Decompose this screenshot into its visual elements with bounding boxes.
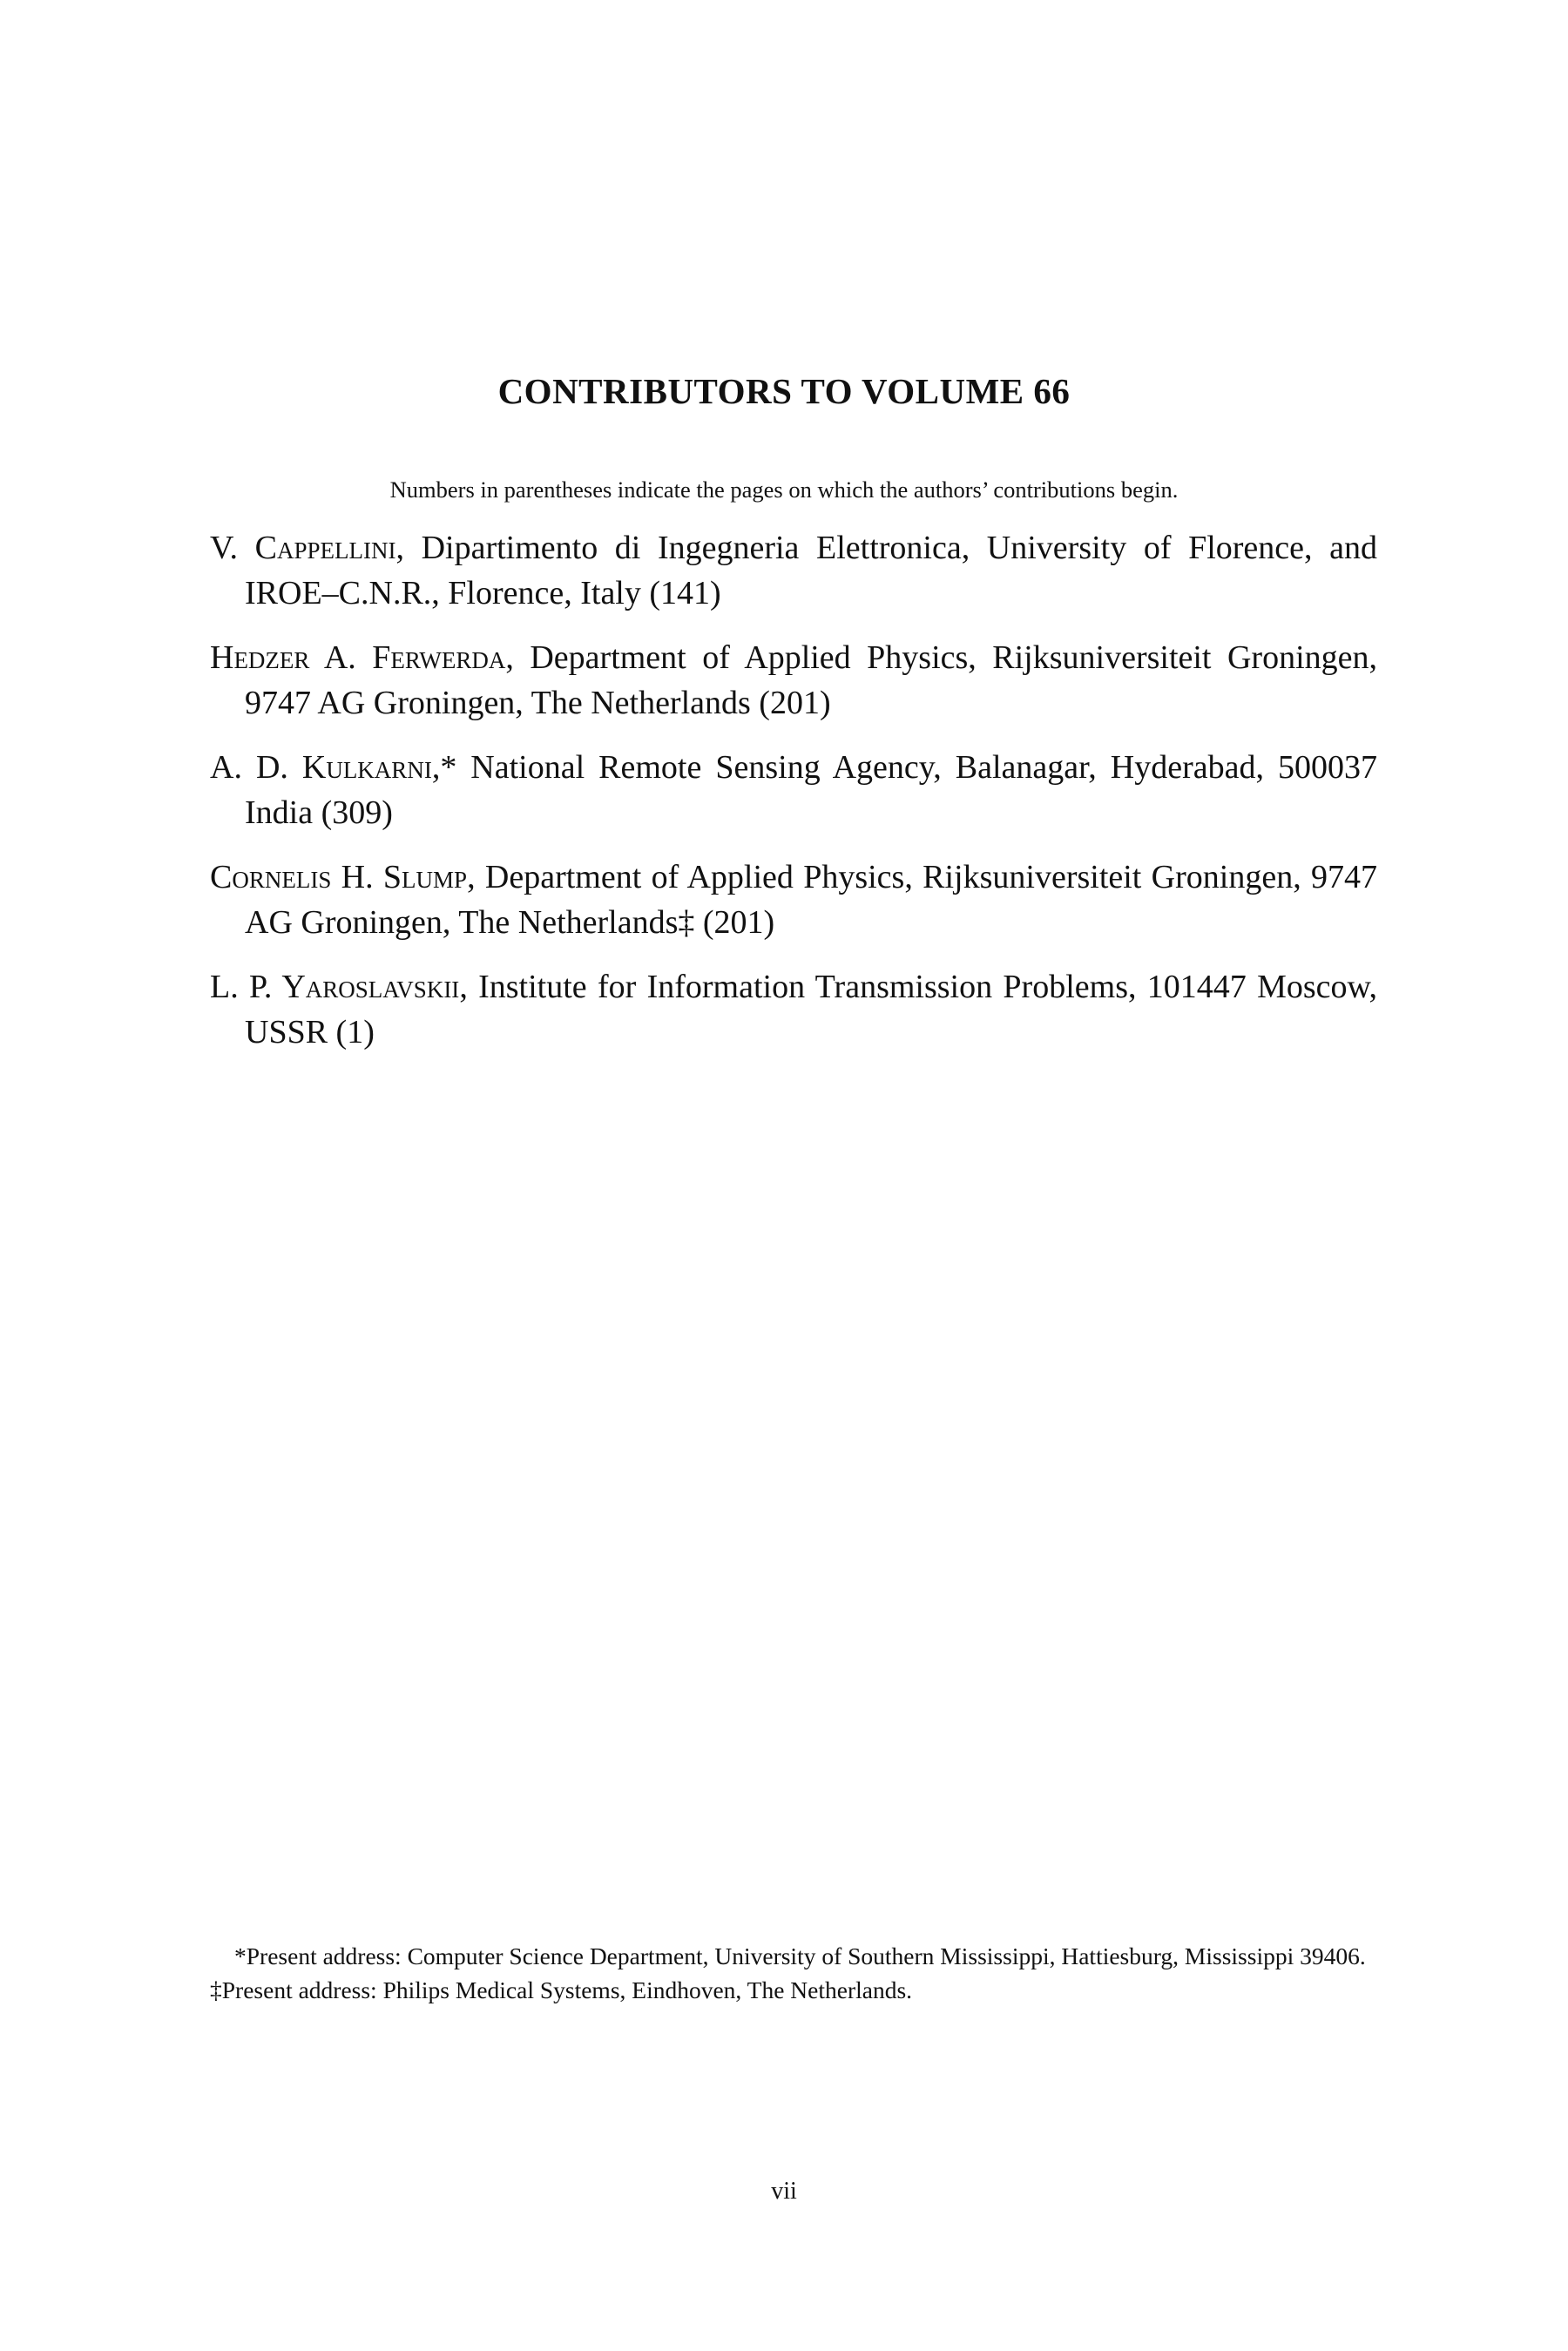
page-title: CONTRIBUTORS TO VOLUME 66 <box>497 371 1071 412</box>
contributor-affiliation: ,* National Remote Sensing Agency, Balanagar, Hyderabad, 500037 India (309) <box>245 749 1377 831</box>
contributor-name: V. Cappellini <box>210 530 396 566</box>
footnotes <box>210 1939 1377 2007</box>
contributor-name: Hedzer A. Ferwerda <box>210 639 506 676</box>
footnote-asterisk: *Present address: Computer Science Department, University of Southern Mississippi, Hattiesburg, Mississippi 39406. <box>234 1942 1366 1969</box>
contributor-affiliation: , Dipartimento di Ingegneria Elettronica, University of Florence, and IROE–C.N.R., Florence, Italy (141) <box>245 530 1377 611</box>
page-number: vii <box>771 2178 797 2205</box>
contributor-affiliation: , Department of Applied Physics, Rijksuniversiteit Groningen, 9747 AG Groningen, The Netherlands‡ (201) <box>245 859 1378 941</box>
contributor-name: A. D. Kulkarni <box>210 749 432 786</box>
contributor-entry <box>210 525 1377 616</box>
contributor-entry <box>210 855 1377 945</box>
contributor-affiliation: , Institute for Information Transmission Problems, 101447 Moscow, USSR (1) <box>245 969 1377 1051</box>
contributor-entry <box>210 964 1377 1055</box>
contributor-name: L. P. Yaroslavskii <box>210 969 460 1005</box>
page-note: Numbers in parentheses indicate the pages on which the authors’ contributions begin. <box>389 476 1179 503</box>
contributor-name: Cornelis H. Slump <box>210 859 468 895</box>
contributor-entry <box>210 745 1377 835</box>
contributor-list <box>210 525 1377 1074</box>
contributor-affiliation: , Department of Applied Physics, Rijksuniversiteit Groningen, 9747 AG Groningen, The Netherlands (201) <box>245 639 1377 721</box>
footnote-double-dagger: ‡Present address: Philips Medical Systems, Eindhoven, The Netherlands. <box>210 1976 913 2003</box>
contributor-entry <box>210 635 1377 726</box>
